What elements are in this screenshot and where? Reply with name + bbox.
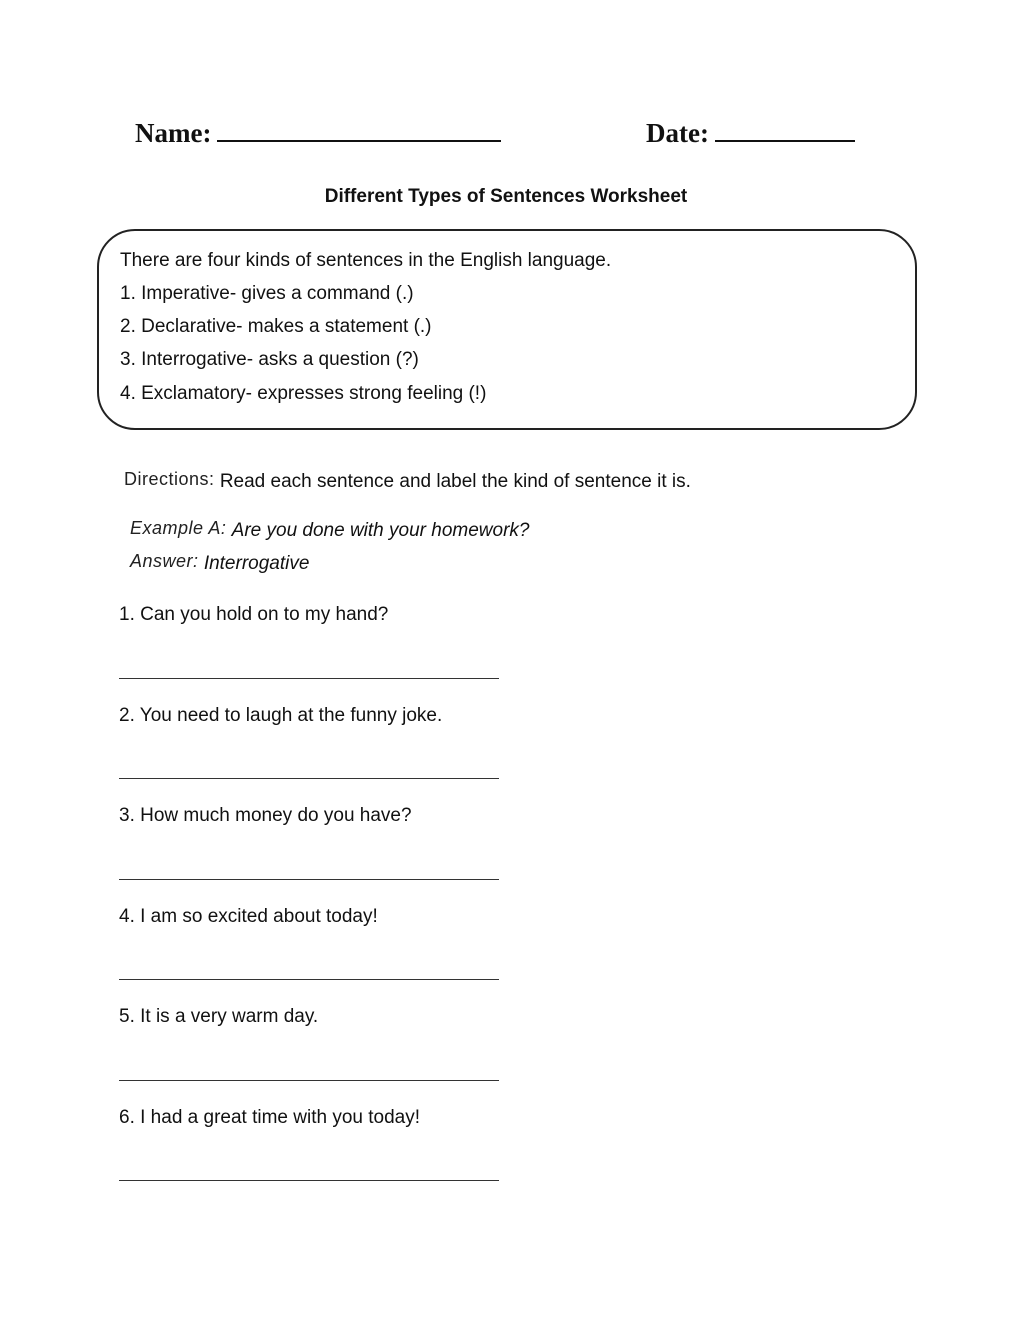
date-field-group — [646, 118, 855, 149]
name-field-group — [135, 118, 501, 149]
directions — [124, 469, 691, 493]
answer-line[interactable] — [119, 777, 499, 779]
answer-line[interactable] — [119, 1179, 499, 1181]
header — [135, 118, 865, 158]
question-item: 5. It is a very warm day. — [119, 1006, 319, 1027]
answer-line[interactable] — [119, 978, 499, 980]
question-item: 6. I had a great time with you today! — [119, 1107, 421, 1128]
directions-label: Directions: — [124, 469, 215, 489]
date-blank-line[interactable] — [715, 118, 855, 142]
info-item: 3. Interrogative- asks a question (?) — [120, 349, 419, 370]
info-item: 1. Imperative- gives a command (.) — [120, 283, 414, 304]
answer-label: Answer: — [130, 551, 199, 571]
directions-text: Read each sentence and label the kind of sentence it is. — [219, 471, 691, 492]
info-item: 4. Exclamatory- expresses strong feeling (!) — [120, 383, 487, 404]
example-label: Example A: — [130, 518, 227, 538]
sentence-types-box — [97, 229, 917, 430]
example-answer-row — [130, 551, 309, 575]
name-blank-line[interactable] — [217, 118, 501, 142]
answer-line[interactable] — [119, 677, 499, 679]
example-row — [130, 518, 529, 542]
example-sentence: Are you done with your homework? — [231, 520, 530, 541]
name-label: Name: — [135, 118, 212, 148]
worksheet-title: Different Types of Sentences Worksheet — [324, 186, 688, 207]
date-label: Date: — [646, 118, 709, 148]
info-intro: There are four kinds of sentences in the English language. — [120, 250, 612, 271]
question-item: 3. How much money do you have? — [119, 805, 412, 826]
question-item: 1. Can you hold on to my hand? — [119, 604, 389, 625]
example-answer: Interrogative — [203, 553, 310, 574]
info-item: 2. Declarative- makes a statement (.) — [120, 316, 432, 337]
question-item: 4. I am so excited about today! — [119, 906, 378, 927]
answer-line[interactable] — [119, 878, 499, 880]
question-item: 2. You need to laugh at the funny joke. — [119, 705, 443, 726]
answer-line[interactable] — [119, 1079, 499, 1081]
